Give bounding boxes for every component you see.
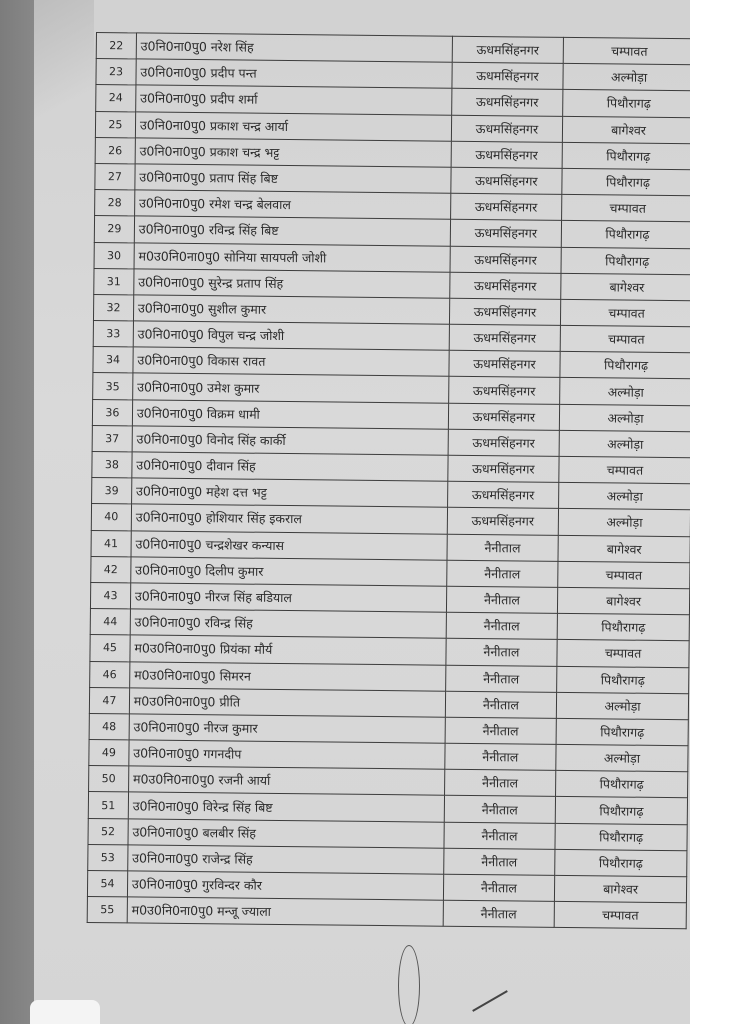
serial-number-cell: 55 bbox=[87, 897, 127, 924]
serial-number-cell: 42 bbox=[91, 556, 131, 583]
officer-name-cell: उ0नि0ना0पु0 सुरेन्द्र प्रताप सिंह bbox=[134, 269, 450, 298]
posted-district-cell: पिथौरागढ़ bbox=[560, 352, 692, 380]
current-district-cell: नैनीताल bbox=[444, 743, 556, 770]
posted-district-cell: पिथौरागढ़ bbox=[561, 247, 693, 275]
current-district-cell: ऊधमसिंहनगर bbox=[447, 481, 559, 508]
current-district-cell: ऊधमसिंहनगर bbox=[449, 324, 561, 351]
serial-number-cell: 38 bbox=[92, 451, 132, 478]
corner-tab bbox=[30, 1000, 100, 1024]
officer-name-cell: उ0नि0ना0पु0 बलबीर सिंह bbox=[128, 819, 444, 848]
current-district-cell: ऊधमसिंहनगर bbox=[448, 377, 560, 404]
current-district-cell: ऊधमसिंहनगर bbox=[447, 508, 559, 535]
transfer-list-table bbox=[87, 32, 696, 930]
current-district-cell: ऊधमसिंहनगर bbox=[451, 141, 563, 168]
current-district-cell: नैनीताल bbox=[444, 822, 556, 849]
posted-district-cell: चम्पावत bbox=[560, 325, 692, 353]
serial-number-cell: 22 bbox=[96, 33, 136, 60]
officer-name-cell: म0उ0नि0ना0पु0 सोनिया सायपली जोशी bbox=[134, 242, 450, 271]
posted-district-cell: पिथौरागढ़ bbox=[561, 221, 693, 249]
current-district-cell: नैनीताल bbox=[443, 900, 555, 927]
posted-district-cell: बागेश्वर bbox=[562, 116, 694, 144]
officer-name-cell: उ0नि0ना0पु0 चन्द्रशेखर कन्यास bbox=[131, 530, 447, 559]
officer-name-cell: उ0नि0ना0पु0 प्रदीप पन्त bbox=[136, 59, 452, 88]
posted-district-cell: पिथौरागढ़ bbox=[556, 771, 688, 799]
current-district-cell: नैनीताल bbox=[444, 769, 556, 796]
officer-name-cell: उ0नि0ना0पु0 विकास रावत bbox=[133, 347, 449, 376]
current-district-cell: नैनीताल bbox=[444, 796, 556, 823]
current-district-cell: ऊधमसिंहनगर bbox=[452, 36, 564, 63]
current-district-cell: ऊधमसिंहनगर bbox=[451, 89, 563, 116]
serial-number-cell: 44 bbox=[90, 609, 130, 636]
current-district-cell: ऊधमसिंहनगर bbox=[450, 246, 562, 273]
current-district-cell: नैनीताल bbox=[446, 639, 558, 666]
officer-name-cell: उ0नि0ना0पु0 विपुल चन्द्र जोशी bbox=[133, 321, 449, 350]
posted-district-cell: अल्मोड़ा bbox=[556, 692, 688, 720]
serial-number-cell: 27 bbox=[95, 163, 135, 190]
posted-district-cell: बागेश्वर bbox=[555, 875, 687, 903]
current-district-cell: ऊधमसिंहनगर bbox=[448, 455, 560, 482]
officer-name-cell: उ0नि0ना0पु0 विक्रम धामी bbox=[132, 400, 448, 429]
officer-name-cell: उ0नि0ना0पु0 प्रदीप शर्मा bbox=[136, 85, 452, 114]
officer-name-cell: उ0नि0ना0पु0 होशियार सिंह इकराल bbox=[131, 504, 447, 533]
serial-number-cell: 26 bbox=[95, 137, 135, 164]
posted-district-cell: चम्पावत bbox=[563, 37, 695, 65]
posted-district-cell: चम्पावत bbox=[554, 902, 686, 930]
posted-district-cell: चम्पावत bbox=[558, 561, 690, 589]
current-district-cell: नैनीताल bbox=[443, 874, 555, 901]
serial-number-cell: 30 bbox=[94, 242, 134, 269]
posted-district-cell: पिथौरागढ़ bbox=[557, 666, 689, 694]
serial-number-cell: 37 bbox=[92, 425, 132, 452]
officer-name-cell: म0उ0नि0ना0पु0 प्रियंका मौर्य bbox=[130, 635, 446, 664]
current-district-cell: ऊधमसिंहनगर bbox=[449, 350, 561, 377]
paper-fold-shadow bbox=[34, 0, 94, 140]
serial-number-cell: 33 bbox=[93, 321, 133, 348]
officer-name-cell: उ0नि0ना0पु0 सुशील कुमार bbox=[133, 295, 449, 324]
current-district-cell: नैनीताल bbox=[445, 665, 557, 692]
serial-number-cell: 47 bbox=[89, 687, 129, 714]
posted-district-cell: बागेश्वर bbox=[558, 587, 690, 615]
transfer-list-body bbox=[87, 33, 695, 930]
current-district-cell: नैनीताल bbox=[446, 612, 558, 639]
posted-district-cell: चम्पावत bbox=[559, 456, 691, 484]
current-district-cell: नैनीताल bbox=[445, 691, 557, 718]
serial-number-cell: 41 bbox=[91, 530, 131, 557]
serial-number-cell: 49 bbox=[89, 740, 129, 767]
posted-district-cell: अल्मोड़ा bbox=[559, 483, 691, 511]
serial-number-cell: 39 bbox=[92, 478, 132, 505]
officer-name-cell: उ0नि0ना0पु0 विनोद सिंह कार्की bbox=[132, 426, 448, 455]
current-district-cell: नैनीताल bbox=[446, 586, 558, 613]
officer-name-cell: म0उ0नि0ना0पु0 मन्जू ज्याला bbox=[127, 897, 443, 926]
pen-mark bbox=[398, 945, 420, 1024]
posted-district-cell: बागेश्वर bbox=[561, 273, 693, 301]
current-district-cell: नैनीताल bbox=[443, 848, 555, 875]
posted-district-cell: पिथौरागढ़ bbox=[563, 90, 695, 118]
officer-name-cell: उ0नि0ना0पु0 रमेश चन्द्र बेलवाल bbox=[134, 190, 450, 219]
posted-district-cell: बागेश्वर bbox=[558, 535, 690, 563]
current-district-cell: ऊधमसिंहनगर bbox=[449, 298, 561, 325]
current-district-cell: ऊधमसिंहनगर bbox=[451, 167, 563, 194]
officer-name-cell: उ0नि0ना0पु0 रविन्द्र सिंह bbox=[130, 609, 446, 638]
serial-number-cell: 48 bbox=[89, 713, 129, 740]
current-district-cell: नैनीताल bbox=[446, 560, 558, 587]
right-margin bbox=[690, 0, 750, 1024]
posted-district-cell: अल्मोड़ा bbox=[560, 378, 692, 406]
officer-name-cell: उ0नि0ना0पु0 गुरविन्दर कौर bbox=[127, 871, 443, 900]
serial-number-cell: 51 bbox=[88, 792, 128, 819]
serial-number-cell: 24 bbox=[96, 85, 136, 112]
officer-name-cell: म0उ0नि0ना0पु0 रजनी आर्या bbox=[128, 766, 444, 795]
current-district-cell: ऊधमसिंहनगर bbox=[452, 62, 564, 89]
officer-name-cell: उ0नि0ना0पु0 राजेन्द्र सिंह bbox=[128, 845, 444, 874]
officer-name-cell: म0उ0नि0ना0पु0 प्रीति bbox=[129, 688, 445, 717]
officer-name-cell: उ0नि0ना0पु0 विरेन्द्र सिंह बिष्ट bbox=[128, 792, 444, 821]
serial-number-cell: 31 bbox=[94, 268, 134, 295]
current-district-cell: नैनीताल bbox=[445, 717, 557, 744]
posted-district-cell: पिथौरागढ़ bbox=[555, 797, 687, 825]
posted-district-cell: पिथौरागढ़ bbox=[555, 823, 687, 851]
serial-number-cell: 36 bbox=[92, 399, 132, 426]
serial-number-cell: 45 bbox=[90, 635, 130, 662]
current-district-cell: ऊधमसिंहनगर bbox=[449, 272, 561, 299]
serial-number-cell: 43 bbox=[90, 582, 130, 609]
posted-district-cell: पिथौरागढ़ bbox=[555, 849, 687, 877]
posted-district-cell: पिथौरागढ़ bbox=[562, 142, 694, 170]
current-district-cell: ऊधमसिंहनगर bbox=[451, 115, 563, 142]
officer-name-cell: उ0नि0ना0पु0 गगनदीप bbox=[129, 740, 445, 769]
posted-district-cell: चम्पावत bbox=[557, 640, 689, 668]
table-row bbox=[87, 897, 686, 929]
serial-number-cell: 50 bbox=[89, 766, 129, 793]
officer-name-cell: उ0नि0ना0पु0 उमेश कुमार bbox=[133, 373, 449, 402]
posted-district-cell: चम्पावत bbox=[562, 195, 694, 223]
officer-name-cell: उ0नि0ना0पु0 रविन्द्र सिंह बिष्ट bbox=[134, 216, 450, 245]
posted-district-cell: अल्मोड़ा bbox=[556, 744, 688, 772]
posted-district-cell: पिथौरागढ़ bbox=[556, 718, 688, 746]
posted-district-cell: अल्मोड़ा bbox=[559, 404, 691, 432]
officer-name-cell: उ0नि0ना0पु0 प्रकाश चन्द्र भट्ट bbox=[135, 138, 451, 167]
current-district-cell: नैनीताल bbox=[447, 534, 559, 561]
serial-number-cell: 54 bbox=[87, 870, 127, 897]
serial-number-cell: 34 bbox=[93, 347, 133, 374]
serial-number-cell: 28 bbox=[95, 190, 135, 217]
officer-name-cell: उ0नि0ना0पु0 दिलीप कुमार bbox=[131, 557, 447, 586]
officer-name-cell: उ0नि0ना0पु0 प्रकाश चन्द्र आर्या bbox=[135, 111, 451, 140]
current-district-cell: ऊधमसिंहनगर bbox=[448, 429, 560, 456]
current-district-cell: ऊधमसिंहनगर bbox=[450, 193, 562, 220]
posted-district-cell: पिथौरागढ़ bbox=[557, 613, 689, 641]
posted-district-cell: चम्पावत bbox=[561, 299, 693, 327]
serial-number-cell: 52 bbox=[88, 818, 128, 845]
serial-number-cell: 23 bbox=[96, 59, 136, 86]
officer-name-cell: उ0नि0ना0पु0 नीरज सिंह बडियाल bbox=[130, 583, 446, 612]
officer-name-cell: उ0नि0ना0पु0 प्रताप सिंह बिष्ट bbox=[135, 164, 451, 193]
serial-number-cell: 53 bbox=[88, 844, 128, 871]
serial-number-cell: 25 bbox=[95, 111, 135, 138]
serial-number-cell: 32 bbox=[93, 294, 133, 321]
officer-name-cell: उ0नि0ना0पु0 महेश दत्त भट्ट bbox=[131, 478, 447, 507]
current-district-cell: ऊधमसिंहनगर bbox=[448, 403, 560, 430]
serial-number-cell: 40 bbox=[91, 504, 131, 531]
serial-number-cell: 35 bbox=[93, 373, 133, 400]
serial-number-cell: 29 bbox=[94, 216, 134, 243]
posted-district-cell: अल्मोड़ा bbox=[558, 509, 690, 537]
current-district-cell: ऊधमसिंहनगर bbox=[450, 220, 562, 247]
officer-name-cell: उ0नि0ना0पु0 दीवान सिंह bbox=[132, 452, 448, 481]
officer-name-cell: उ0नि0ना0पु0 नीरज कुमार bbox=[129, 714, 445, 743]
posted-district-cell: अल्मोड़ा bbox=[559, 430, 691, 458]
posted-district-cell: अल्मोड़ा bbox=[563, 64, 695, 92]
officer-name-cell: म0उ0नि0ना0पु0 सिमरन bbox=[129, 661, 445, 690]
serial-number-cell: 46 bbox=[90, 661, 130, 688]
officer-name-cell: उ0नि0ना0पु0 नरेश सिंह bbox=[136, 33, 452, 62]
posted-district-cell: पिथौरागढ़ bbox=[562, 168, 694, 196]
